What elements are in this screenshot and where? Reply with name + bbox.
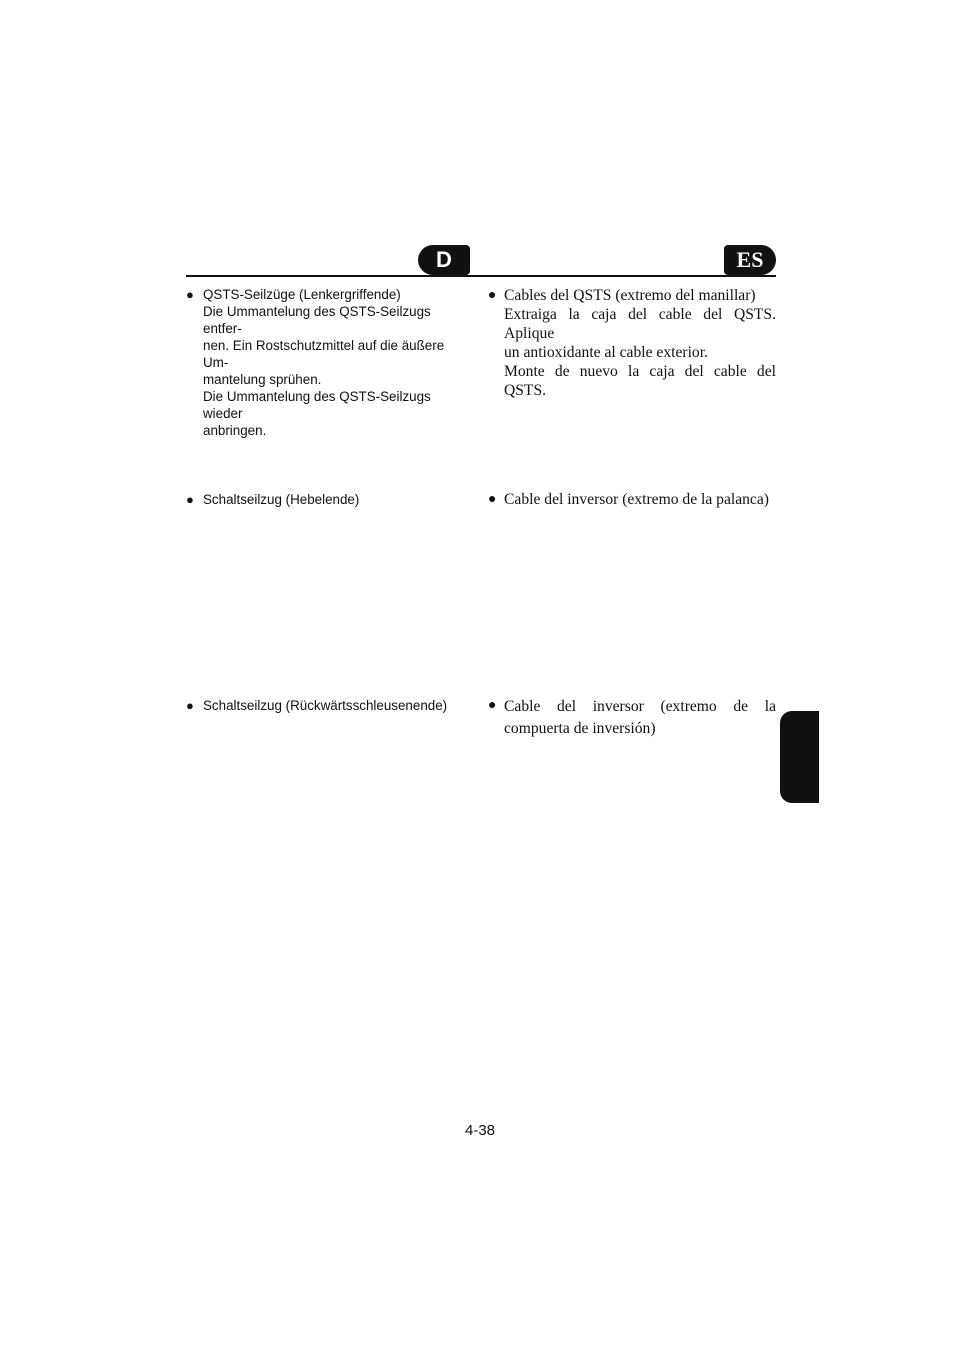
section-title: Cable del inversor (extremo de la palanca) bbox=[504, 491, 769, 508]
body-line: Extraiga la caja del cable del QSTS. Aplique bbox=[504, 306, 776, 342]
section-title: Cables del QSTS (extremo del manillar) bbox=[504, 287, 756, 304]
body-line: Die Ummantelung des QSTS-Seilzugs wieder bbox=[203, 389, 431, 421]
body-line: mantelung sprühen. bbox=[203, 372, 322, 387]
section-title: Schaltseilzug (Rückwärtsschleusenende) bbox=[203, 698, 448, 713]
section-2-spanish bbox=[488, 490, 776, 509]
section-2-german bbox=[186, 491, 466, 508]
section-3-spanish bbox=[488, 696, 776, 740]
language-badge-german: D bbox=[418, 245, 470, 275]
bullet-icon: ● bbox=[488, 698, 497, 713]
chapter-thumb-tab bbox=[780, 711, 819, 803]
bullet-icon: ● bbox=[186, 492, 194, 507]
bullet-icon: ● bbox=[488, 492, 497, 507]
bullet-icon: ● bbox=[186, 287, 194, 302]
section-3-german bbox=[186, 697, 466, 714]
body-line: anbringen. bbox=[203, 423, 267, 438]
page-number: 4-38 bbox=[464, 1122, 496, 1139]
section-title: QSTS-Seilzüge (Lenkergriffende) bbox=[203, 287, 401, 302]
section-1-spanish bbox=[488, 286, 776, 400]
body-line: Die Ummantelung des QSTS-Seilzugs entfer- bbox=[203, 304, 431, 336]
language-badge-spanish: ES bbox=[724, 245, 776, 275]
body-line: nen. Ein Rostschutzmittel auf die äußere Um- bbox=[203, 338, 445, 370]
section-1-german bbox=[186, 286, 466, 439]
section-title: Schaltseilzug (Hebelende) bbox=[203, 492, 360, 507]
body-line: un antioxidante al cable exterior. bbox=[504, 344, 708, 361]
bullet-icon: ● bbox=[186, 698, 194, 713]
section-title: Cable del inversor (extremo de la compuerta de inversión) bbox=[504, 698, 776, 737]
body-line: Monte de nuevo la caja del cable del QSTS. bbox=[504, 363, 776, 399]
header-rule bbox=[186, 275, 776, 277]
bullet-icon: ● bbox=[488, 288, 497, 303]
